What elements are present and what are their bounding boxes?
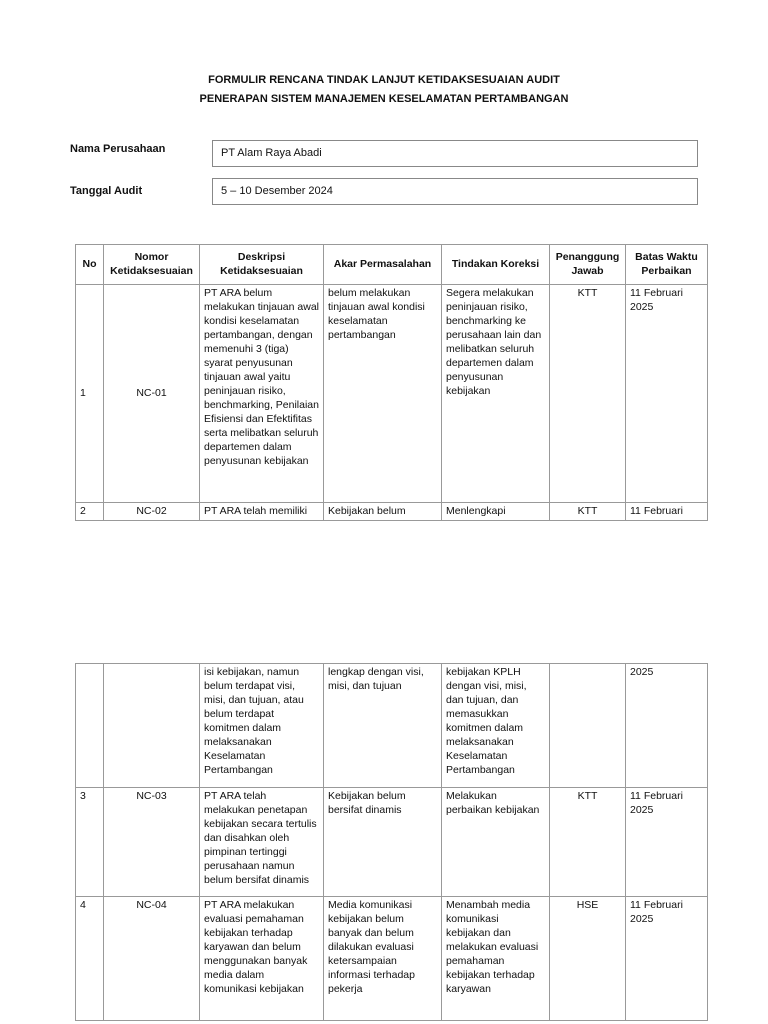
- audit-date-label: Tanggal Audit: [70, 185, 143, 197]
- row-no: 2: [76, 503, 104, 521]
- table-row: [76, 788, 708, 897]
- form-subtitle: PENERAPAN SISTEM MANAJEMEN KESELAMATAN PERTAMBANGAN: [199, 93, 569, 105]
- row-deskripsi: PT ARA melakukan evaluasi pemahaman kebijakan terhadap karyawan dan belum menggunakan banyak media dalam komunikasi kebijakan: [200, 897, 324, 1021]
- header-no: No: [76, 245, 104, 285]
- company-field[interactable]: PT Alam Raya Abadi: [212, 140, 698, 167]
- row-tindakan: kebijakan KPLH dengan visi, misi, dan tujuan, dan memasukkan komitmen dalam melaksanakan Keselamatan Pertambangan: [442, 664, 550, 788]
- row-batas: 11 Februari 2025: [626, 897, 708, 1021]
- row-code: [104, 664, 200, 788]
- header-batas: Batas Waktu Perbaikan: [626, 245, 708, 285]
- row-deskripsi: PT ARA telah melakukan penetapan kebijakan secara tertulis dan disahkan oleh pimpinan tertinggi perusahaan namun belum bersifat dinamis: [200, 788, 324, 897]
- form-title: FORMULIR RENCANA TINDAK LANJUT KETIDAKSESUAIAN AUDIT: [208, 74, 560, 86]
- row-batas: 11 Februari 2025: [626, 285, 708, 503]
- row-deskripsi: isi kebijakan, namun belum terdapat visi, misi, dan tujuan, atau belum terdapat komitmen dalam melaksanakan Keselamatan Pertambangan: [200, 664, 324, 788]
- row-deskripsi: PT ARA belum melakukan tinjauan awal kondisi keselamatan pertambangan, dengan memenuhi 3 (tiga) syarat penyusunan tinjauan awal yaitu peninjauan risiko, benchmarking, Penilaian Efisiensi dan Efektifitas serta melibatkan seluruh departemen dalam penyusunan kebijakan: [200, 285, 324, 503]
- row-pj: [550, 664, 626, 788]
- header-nomor: Nomor Ketidaksesuaian: [104, 245, 200, 285]
- header-tindakan: Tindakan Koreksi: [442, 245, 550, 285]
- header-akar: Akar Permasalahan: [324, 245, 442, 285]
- nonconformity-table-page-2: [75, 663, 708, 1021]
- row-deskripsi: PT ARA telah memiliki: [200, 503, 324, 521]
- table-row: [76, 897, 708, 1021]
- row-akar: lengkap dengan visi, misi, dan tujuan: [324, 664, 442, 788]
- row-tindakan: Segera melakukan peninjauan risiko, benchmarking ke perusahaan lain dan melibatkan seluruh departemen dalam penyusunan kebijakan: [442, 285, 550, 503]
- nonconformity-table-page-1: [75, 244, 708, 521]
- row-batas: 11 Februari 2025: [626, 788, 708, 897]
- row-batas: 2025: [626, 664, 708, 788]
- row-akar: Kebijakan belum bersifat dinamis: [324, 788, 442, 897]
- row-tindakan: Melakukan perbaikan kebijakan: [442, 788, 550, 897]
- row-akar: belum melakukan tinjauan awal kondisi keselamatan pertambangan: [324, 285, 442, 503]
- table-row: [76, 664, 708, 788]
- row-pj: KTT: [550, 503, 626, 521]
- header-pj: Penanggung Jawab: [550, 245, 626, 285]
- row-batas: 11 Februari: [626, 503, 708, 521]
- row-no: 4: [76, 897, 104, 1021]
- row-no: [76, 664, 104, 788]
- table-row: [76, 503, 708, 521]
- header-deskripsi: Deskripsi Ketidaksesuaian: [200, 245, 324, 285]
- row-akar: Kebijakan belum: [324, 503, 442, 521]
- row-tindakan: Menlengkapi: [442, 503, 550, 521]
- row-pj: KTT: [550, 285, 626, 503]
- row-code: NC-02: [104, 503, 200, 521]
- row-code: NC-01: [104, 285, 200, 503]
- row-pj: KTT: [550, 788, 626, 897]
- row-no: 3: [76, 788, 104, 897]
- audit-date-field[interactable]: 5 – 10 Desember 2024: [212, 178, 698, 205]
- row-code: NC-03: [104, 788, 200, 897]
- row-no: 1: [76, 285, 104, 503]
- row-akar: Media komunikasi kebijakan belum banyak dan belum dilakukan evaluasi ketersampaian informasi terhadap pekerja: [324, 897, 442, 1021]
- table-row: [76, 285, 708, 503]
- row-code: NC-04: [104, 897, 200, 1021]
- row-tindakan: Menambah media komunikasi kebijakan dan melakukan evaluasi pemahaman kebijakan terhadap karyawan: [442, 897, 550, 1021]
- company-label: Nama Perusahaan: [70, 143, 166, 155]
- row-pj: HSE: [550, 897, 626, 1021]
